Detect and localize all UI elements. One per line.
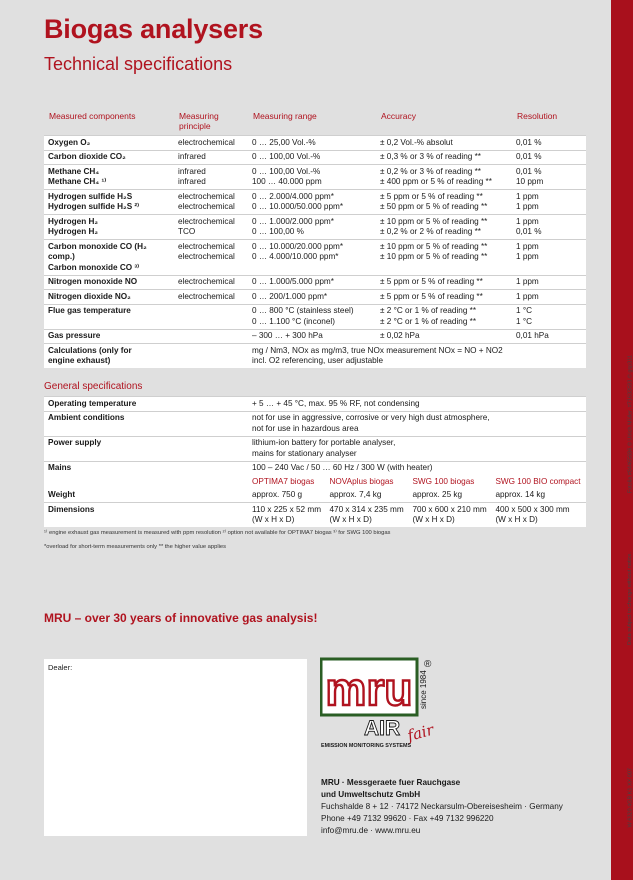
cell-component: Nitrogen dioxide NO₂	[44, 290, 174, 305]
address-company-line1: MRU · Messgeraete fuer Rauchgase	[321, 778, 461, 787]
cell-accuracy: ± 10 ppm or 5 % of reading ** ± 10 ppm or 5 % of reading **	[376, 240, 512, 276]
dimensions-row	[44, 503, 586, 528]
page-title: Biogas analysers	[44, 14, 263, 44]
general-specifications-title: General specifications	[44, 381, 143, 392]
cell-general-label: Mains	[44, 461, 248, 475]
address-email-web: info@mru.de · www.mru.eu	[321, 826, 421, 835]
models-row	[44, 475, 586, 489]
cell-principle	[174, 329, 248, 344]
cell-component: Gas pressure	[44, 329, 174, 344]
cell-range: 0 … 1.000/2.000 ppm* 0 … 100,00 %	[248, 215, 376, 240]
cell-accuracy: ± 5 ppm or 5 % of reading **	[376, 275, 512, 290]
cell-weight-value: approx. 750 g	[252, 490, 303, 499]
cell-component: Carbon monoxide CO (H₂ comp.) Carbon monoxide CO ³⁾	[44, 240, 174, 276]
cell-accuracy: ± 5 ppm or 5 % of reading **	[376, 290, 512, 305]
cell-calculations-empty	[174, 344, 248, 369]
header-accuracy: Accuracy	[381, 111, 416, 121]
cell-resolution: 1 ppm	[512, 275, 586, 290]
general-row	[44, 436, 586, 461]
spec-row	[44, 150, 586, 165]
cell-principle: electrochemical TCO	[174, 215, 248, 240]
side-photo-credit: Fotolia #84465686 © Ulrich Müller, #71633583 © gsp311	[627, 355, 633, 494]
company-address	[321, 777, 563, 837]
cell-principle: electrochemical	[174, 136, 248, 151]
spec-row	[44, 240, 586, 276]
cell-resolution: 1 ppm	[512, 290, 586, 305]
calculations-row	[44, 344, 586, 369]
cell-range: 0 … 100,00 Vol.-% 100 … 40.000 ppm	[248, 165, 376, 190]
cell-range: 0 … 100,00 Vol.-%	[248, 150, 376, 165]
cell-model-name: NOVAplus biogas	[329, 476, 394, 486]
footnote-asterisks: *overload for short-term measurements only ** the higher value applies	[44, 544, 227, 550]
general-row	[44, 461, 586, 475]
cell-principle: electrochemical	[174, 275, 248, 290]
address-company-line2: und Umweltschutz GmbH	[321, 790, 421, 799]
cell-component: Flue gas temperature	[44, 304, 174, 329]
cell-general-value: lithium-ion battery for portable analyser, mains for stationary analyser	[248, 436, 586, 461]
cell-model-name: SWG 100 BIO compact	[495, 476, 581, 486]
cell-component: Carbon dioxide CO₂	[44, 150, 174, 165]
logo-brand-text: mru	[325, 663, 413, 715]
cell-resolution: 0,01 % 10 ppm	[512, 165, 586, 190]
logo-air-text: AIR	[364, 717, 401, 740]
cell-dimensions-label: Dimensions	[44, 503, 248, 528]
cell-weight-value: approx. 25 kg	[412, 490, 463, 499]
cell-dimensions-value: 470 x 314 x 235 mm (W x H x D)	[326, 503, 409, 528]
spec-table-wrapper	[44, 135, 586, 368]
general-row	[44, 397, 586, 412]
general-row	[44, 411, 586, 436]
cell-component: Oxygen O₂	[44, 136, 174, 151]
cell-range: 0 … 800 °C (stainless steel) 0 … 1.100 °C (inconel)	[248, 304, 376, 329]
cell-resolution: 1 °C 1 °C	[512, 304, 586, 329]
cell-general-label: Operating temperature	[44, 397, 248, 412]
cell-accuracy: ± 0,2 Vol.-% absolut	[376, 136, 512, 151]
logo-tagline-text: EMISSION MONITORING SYSTEMS	[321, 743, 412, 749]
cell-range: – 300 … + 300 hPa	[248, 329, 376, 344]
cell-range: 0 … 10.000/20.000 ppm* 0 … 4.000/10.000 ppm*	[248, 240, 376, 276]
footnote-superscripts: ¹⁾ engine exhaust gas measurement is measured with ppm resolution ²⁾ option not available for OPTIMA7 biogas ³⁾ for SWG 100 biogas	[44, 530, 391, 536]
cell-principle: electrochemical electrochemical	[174, 190, 248, 215]
spec-row	[44, 190, 586, 215]
logo-since-text: since 1984	[419, 670, 428, 709]
cell-weight-label: Weight	[48, 490, 76, 499]
cell-component: Nitrogen monoxide NO	[44, 275, 174, 290]
weight-row	[44, 489, 586, 503]
cell-accuracy: ± 0,02 hPa	[376, 329, 512, 344]
cell-weight-value: approx. 14 kg	[495, 490, 546, 499]
cell-resolution: 0,01 hPa	[512, 329, 586, 344]
cell-resolution: 1 ppm 0,01 %	[512, 215, 586, 240]
dealer-box	[44, 659, 307, 836]
cell-resolution: 0,01 %	[512, 150, 586, 165]
cell-dimensions-value: 700 x 600 x 210 mm (W x H x D)	[408, 503, 491, 528]
cell-component: Hydrogen sulfide H₂S Hydrogen sulfide H₂S ²⁾	[44, 190, 174, 215]
cell-component: Methane CH₄ Methane CH₄ ¹⁾	[44, 165, 174, 190]
side-document-code: W 6320 4GB K1 XX 007	[627, 768, 633, 828]
cell-general-value: not for use in aggressive, corrosive or very high dust atmosphere, not for use in hazardous area	[248, 411, 586, 436]
cell-model-name: OPTIMA7 biogas	[252, 476, 315, 486]
cell-accuracy: ± 2 °C or 1 % of reading ** ± 2 °C or 1 % of reading **	[376, 304, 512, 329]
cell-general-value: 100 – 240 Vac / 50 … 60 Hz / 300 W (with heater)	[248, 461, 586, 475]
spec-row	[44, 165, 586, 190]
cell-accuracy: ± 0,2 % or 3 % of reading ** ± 400 ppm or 5 % of reading **	[376, 165, 512, 190]
cell-weight-value: approx. 7,4 kg	[329, 490, 382, 499]
cell-accuracy: ± 5 ppm or 5 % of reading ** ± 50 ppm or 5 % of reading **	[376, 190, 512, 215]
spec-table	[44, 135, 586, 368]
cell-resolution: 1 ppm 1 ppm	[512, 240, 586, 276]
cell-accuracy: ± 0,3 % or 3 % of reading **	[376, 150, 512, 165]
cell-principle: electrochemical	[174, 290, 248, 305]
mru-air-fair-logo	[320, 657, 460, 752]
page-subtitle: Technical specifications	[44, 54, 233, 74]
address-street: Fuchshalde 8 + 12 · 74172 Neckarsulm-Obereisesheim · Germany	[321, 802, 563, 811]
general-table	[44, 396, 586, 527]
spec-row	[44, 290, 586, 305]
cell-calculations-label: Calculations (only for engine exhaust)	[44, 344, 174, 369]
cell-model-name: SWG 100 biogas	[412, 476, 475, 486]
cell-principle: electrochemical electrochemical	[174, 240, 248, 276]
cell-general-label: Power supply	[44, 436, 248, 461]
cell-resolution: 1 ppm 1 ppm	[512, 190, 586, 215]
cell-resolution: 0,01 %	[512, 136, 586, 151]
cell-component: Hydrogen H₂ Hydrogen H₂	[44, 215, 174, 240]
cell-general-label: Ambient conditions	[44, 411, 248, 436]
logo-registered-mark: ®	[424, 659, 432, 670]
cell-range: 0 … 200/1.000 ppm*	[248, 290, 376, 305]
cell-dimensions-value: 110 x 225 x 52 mm (W x H x D)	[248, 503, 326, 528]
header-measured-components: Measured components	[49, 111, 136, 121]
general-table-wrapper	[44, 396, 586, 527]
cell-range: 0 … 1.000/5.000 ppm*	[248, 275, 376, 290]
header-resolution: Resolution	[517, 111, 558, 121]
cell-range: 0 … 2.000/4.000 ppm* 0 … 10.000/50.000 ppm*	[248, 190, 376, 215]
spec-row	[44, 304, 586, 329]
cell-range: 0 … 25,00 Vol.-%	[248, 136, 376, 151]
dealer-label: Dealer:	[48, 663, 73, 672]
spec-row	[44, 275, 586, 290]
side-disclaimer: Data subject to change without notice.	[627, 552, 633, 645]
cell-calculations-text: mg / Nm3, NOx as mg/m3, true NOx measurement NOx = NO + NO2 incl. O2 referencing, user adjustable	[248, 344, 586, 369]
cell-models-label	[44, 475, 248, 489]
logo-fair-text: fair	[405, 720, 436, 745]
cell-principle: infrared	[174, 150, 248, 165]
header-measuring-range: Measuring range	[253, 111, 317, 121]
address-phone-fax: Phone +49 7132 99620 · Fax +49 7132 996220	[321, 814, 494, 823]
cell-dimensions-value: 400 x 500 x 300 mm (W x H x D)	[491, 503, 586, 528]
spec-row	[44, 329, 586, 344]
cell-general-value: + 5 … + 45 °C, max. 95 % RF, not condensing	[248, 397, 586, 412]
spec-row	[44, 215, 586, 240]
tagline: MRU – over 30 years of innovative gas analysis!	[44, 611, 318, 625]
cell-principle: infrared infrared	[174, 165, 248, 190]
spec-row	[44, 136, 586, 151]
header-measuring-principle: Measuring principle	[179, 111, 219, 131]
cell-principle	[174, 304, 248, 329]
cell-accuracy: ± 10 ppm or 5 % of reading ** ± 0,2 % or 2 % of reading **	[376, 215, 512, 240]
